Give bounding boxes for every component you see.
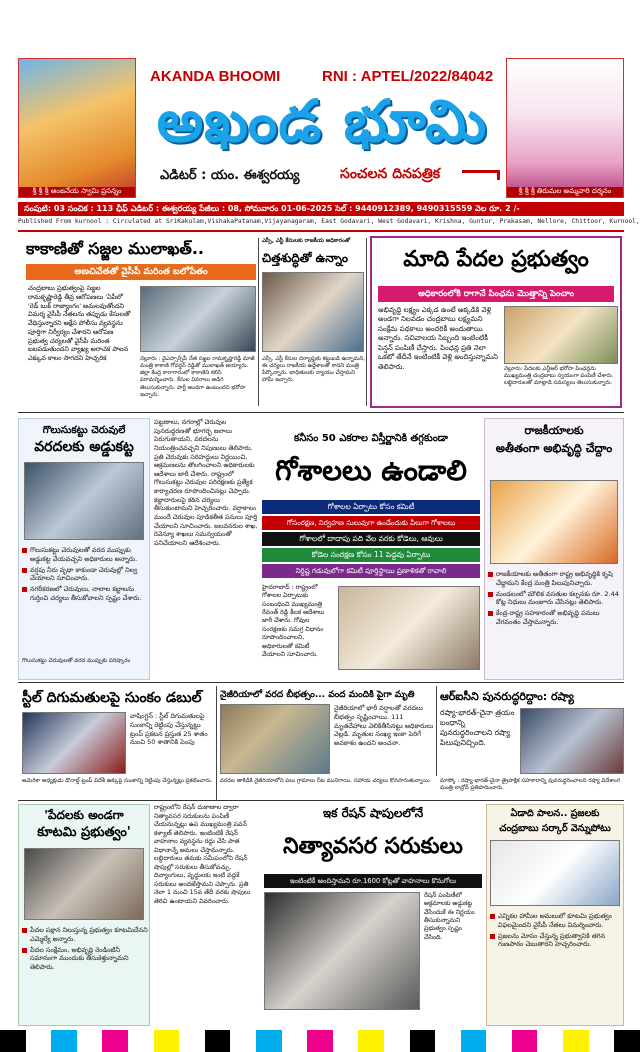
nigeria-caption: వరదల తాకిడికి నైజీరియాలోని పలు గ్రామాలు నీట మునిగాయి. సహాయ చర్యలు కొనసాగుతున్నాయి. bbox=[220, 778, 432, 784]
section-rule bbox=[18, 412, 624, 413]
left-picture-caption: శ్రీ శ్రీ శ్రీ ఆంజనేయ స్వామి ప్రసన్నం bbox=[19, 187, 135, 197]
pedalu-bullets bbox=[22, 926, 148, 974]
steel-caption: అమెరికా అధ్యక్షుడు డొనాల్డ్ ట్రంప్ విదేశీ ఉక్కుపై సుంకాన్ని రెట్టింపు చేస్తున్నట్లు ప్రకటించారు. bbox=[22, 778, 213, 784]
color-registration-strip bbox=[0, 1030, 640, 1052]
pedala-subhead: అధికారంలోకి రాగానే పింఛను మొత్తాన్ని పెంచాం bbox=[378, 286, 614, 302]
trump-photo bbox=[22, 712, 126, 774]
goshala-row-3: గోశాలలో దాదాపు పది వేల వరకు కోడెలు, ఆవులు bbox=[262, 532, 480, 546]
kakani-headline: కాకాణితో సజ్జల ములాఖత్.. bbox=[26, 239, 205, 258]
russia-body: రష్యా-భారత్-చైనా త్రయం బంధాన్ని పునరుద్ధరించాలని రష్యా పిలుపునిచ్చింది. bbox=[440, 708, 515, 748]
mla-photo bbox=[24, 848, 144, 920]
pedalu-bullet: పేదల పక్షాన నిలుస్తున్న ప్రభుత్వం కూటమిదేనని ఎమ్మెల్యే అన్నారు. bbox=[22, 926, 148, 944]
flood-photo bbox=[220, 704, 330, 774]
rajakeeya-bullet: కేంద్ర-రాష్ట్ర సహకారంతో అభివృద్ధి పనులు వేగవంతం చేస్తామన్నారు. bbox=[488, 609, 622, 627]
pedalu-bullet: పేదల సంక్షేమం, అభివృద్ధి రెండింటినీ సమానంగా ముందుకు తీసుకెళ్తున్నామని తెలిపారు. bbox=[22, 946, 148, 972]
column-divider bbox=[436, 686, 437, 776]
goshala-row-5: నిర్దిష్ట గడువులోగా కమిటీ పూర్తిస్థాయి ప్రణాళికతో రావాలి bbox=[262, 564, 480, 578]
right-picture-caption: శ్రీ శ్రీ శ్రీ తిరుమల అమ్మవారి దర్శనం bbox=[507, 187, 623, 197]
lavrov-photo bbox=[520, 708, 624, 774]
pedalu-headline: కూటమి ప్రభుత్వం' bbox=[37, 825, 131, 840]
bandi-sanjay-photo bbox=[490, 480, 618, 564]
varadalu-headline: వరదలకు అడ్డుకట్ట bbox=[34, 439, 134, 455]
rajakeeya-headline: అతీతంగా అభివృద్ధి చేద్దాం bbox=[495, 441, 613, 455]
section-rule bbox=[18, 682, 624, 683]
ration-headline: నిత్యావసర సరుకులు bbox=[283, 834, 463, 859]
english-title: AKANDA BHOOMI bbox=[150, 68, 281, 85]
chitta-caption: ఎస్సీ, ఎస్టీ కేసుల దర్యాప్తుకు కట్టుబడి ఉన్నామని, ఈ చర్యలు రాజకీయ ఉద్దేశాలతో కాదని మంత్రి పేర్కొన్నారు. బాధితులకు న్యాయం చేస్తామని హామీ ఇచ్చారు. bbox=[262, 356, 366, 384]
column-divider bbox=[366, 238, 367, 406]
rajakeeya-bullet: మండలంలో మౌలిక వసతుల కల్పనకు రూ. 2.44 కోట్ల నిధులు మంజూరు చేసినట్లు తెలిపారు. bbox=[488, 590, 622, 608]
pedala-caption: నెల్లూరు: పేదలకు ఎన్టీఆర్ భరోసా పింఛన్లను ముఖ్యమంత్రి చంద్రబాబు స్వయంగా పంపిణీ చేశారు. లబ్ధిదారులతో మాట్లాడి సమస్యలు తెలుసుకున్నారు. bbox=[504, 366, 614, 387]
goshala-row-2: గోసంరక్షణ, నిర్వహణ సులువుగా ఉండేందుకు వీలుగా గోశాలలు bbox=[262, 516, 480, 530]
masthead-rule bbox=[18, 230, 624, 232]
ration-side: రేషన్ పంపిణీలో అక్రమాలకు అడ్డుకట్ట వేసేందుకే ఈ నిర్ణయం తీసుకున్నామని ప్రభుత్వం స్పష్టం చేసింది. bbox=[424, 892, 475, 941]
russia-caption: మాస్కో : రష్యా-భారత్-చైనా త్రైపాక్షిక సహకారాన్ని పునరుద్ధరించాలని రష్యా విదేశాంగ మంత్రి లావ్రోవ్ ప్రతిపాదించారు. bbox=[440, 778, 620, 792]
pedalu-kicker: 'పేదలకు అండగా bbox=[44, 808, 124, 822]
section-rule bbox=[18, 800, 624, 801]
ration-kicker: ఇక రేషన్ షాపులలోనే bbox=[322, 806, 424, 820]
pawan-photo bbox=[264, 892, 420, 1010]
chitta-kicker: ఎస్సీ, ఎస్టీ కేసులకు రాజకీయ అధికారంతో bbox=[262, 238, 351, 244]
nigeria-body: నైజీరియాలో భారీ వర్షాలతో వరదలు బీభత్సం సృష్టించాయి. 111 మృతదేహాలు వెలికితీసినట్టు అధికారులు వెల్లడి. మృతుల సంఖ్య ఇంకా పెరిగే అవకాశం ఉందని అంచనా. bbox=[334, 704, 434, 748]
russia-headline: ఆర్ఐసీని పునరుద్ధరిద్దాం: రష్యా bbox=[440, 690, 574, 703]
telugu-title: అఖండ భూమి bbox=[156, 87, 488, 155]
ration-bar: ఇంటింటికీ అందిస్తామని రూ.1600 కోట్లతో వాహనాలు కొనుగోలు bbox=[264, 874, 482, 888]
goshala-row-4: కోడెల సంరక్షణ కోసం 11 పెద్దవు ఏర్పాటు bbox=[262, 548, 480, 562]
minister-photo bbox=[262, 272, 364, 352]
chandrababu-bullets bbox=[490, 912, 622, 951]
rajakeeya-bullets bbox=[488, 570, 622, 629]
kakani-subhead: అణచివేతతో వైసీపీ మరింత బలోపేతం bbox=[26, 264, 256, 280]
column-divider bbox=[258, 238, 259, 406]
kakani-caption: నెల్లూరు : వైఎస్సార్సీపీ నేత సజ్జల రామకృష్ణారెడ్డి మాజీ మంత్రి కాకాణి గోవర్ధన్ రెడ్డితో ములాఖత్ అయ్యారు. జిల్లా కేంద్ర కారాగారంలో కాకాణిని కలిసి పరామర్శించారు. కేసుల వివరాలు అడిగి తెలుసుకున్నారు. పార్టీ అండగా ఉంటుందని భరోసా ఇచ్చారు. bbox=[140, 356, 255, 398]
pedala-headline: మాది పేదల ప్రభుత్వం bbox=[403, 247, 589, 272]
varadalu-bullet: వర్షపు నీరు వృథా కాకుండా చెరువుల్లో నిల్వ చేయాలని సూచించారు. bbox=[22, 566, 148, 584]
varadalu-bullets bbox=[22, 546, 148, 605]
revanth-photo bbox=[338, 586, 480, 670]
hanuman-picture bbox=[18, 58, 136, 198]
rajakeeya-kicker: రాజకీయాలకు bbox=[524, 424, 584, 437]
rni-number: RNI : APTEL/2022/84042 bbox=[322, 68, 494, 85]
varadalu-foot: గొలుసుకట్టు చెరువులతో వరద ముప్పుకు పరిష్కారం bbox=[22, 658, 131, 664]
chandrababu-kicker: ఏడాది పాలన.. ప్రజలకు bbox=[510, 808, 600, 819]
chitta-headline: చిత్తశుద్ధితో ఉన్నాం bbox=[262, 251, 348, 265]
steel-headline: స్టీల్ దిగుమతులపై సుంకం డబుల్ bbox=[22, 690, 202, 706]
column-divider bbox=[216, 686, 217, 800]
nigeria-headline: నైజీరియాలో వరద బీభత్సం... వంద మందికి పైగా మృతి bbox=[220, 690, 415, 700]
goshala-headline: గోశాలలు ఉండాలి bbox=[275, 454, 467, 487]
sajjala-photo bbox=[140, 286, 256, 352]
goshala-body: హైదరాబాద్ : రాష్ట్రంలో గోశాలల ఏర్పాటుకు సంబంధించి ముఖ్యమంత్రి రేవంత్ రెడ్డి కీలక ఆదేశాలు జారీ చేశారు. గోవుల సంరక్షణకు సమగ్ర విధానం రూపొందించాలని, అధికారులతో కమిటీ వేయాలని సూచించారు. bbox=[262, 584, 325, 658]
chandrababu-headline: చంద్రబాబు సర్కార్ వెన్నుపోటు bbox=[499, 823, 611, 834]
tagline: సంచలన దినపత్రిక bbox=[340, 166, 441, 182]
goddess-picture bbox=[506, 58, 624, 198]
chandrababu-bullet: ప్రజలను మోసం చేస్తున్న ప్రభుత్వానికి తగిన గుణపాఠం చెబుతారని హెచ్చరించారు. bbox=[490, 932, 622, 950]
trident-icon bbox=[462, 170, 500, 180]
editor-line: ఎడిటర్ : యం. ఈశ్వరయ్య bbox=[160, 168, 300, 183]
varadalu-bullet: గొలుసుకట్టు చెరువులతో వరద ముప్పుకు అడ్డుకట్ట వేయవచ్చని అధికారులు అన్నారు. bbox=[22, 546, 148, 564]
rajakeeya-bullet: రాజకీయాలకు అతీతంగా రాష్ట్ర అభివృద్ధికి కృషి చేద్దామని కేంద్ర మంత్రి పిలుపునిచ్చారు. bbox=[488, 570, 622, 588]
kakani-body: చంద్రబాబు ప్రభుత్వంపై సజ్జల రామకృష్ణారెడ్డి తీవ్ర ఆరోపణలు 'ఏపీలో 'రెడ్ బుక్ రాజ్యాంగం' అమలవుతోందని విమర్శ వైసీపీ నేతలను తప్పుడు కేసులతో వేధిస్తున్నారని ఆక్షేప పోలీసు వ్యవస్థను పూర్తిగా నిర్వీర్యం చేశారని ఆరోపణ ప్రభుత్వ చర్యలతో వైసీపీ మరింత బలపడుతుందని వ్యాఖ్య అరాచక పాలన ఎక్కువ కాలం సాగదని హెచ్చరిక bbox=[28, 284, 131, 363]
chandrababu-bullet: ఎన్నికల హామీల అమలులో కూటమి ప్రభుత్వం విఫలమైందని వైసీపీ నేతలు విమర్శించారు. bbox=[490, 912, 622, 930]
pedala-body: అభివృద్ధి లక్ష్యం ఎక్కడ ఉంటే అక్కడికి వెళ్లి అండగా నిలవడం చంద్రబాబు లక్ష్యమని సంక్షేమ పథకాలు అందరికీ అందుతాయి అన్నారు. సచివాలయ సిబ్బంది ఇంటింటికీ పెన్షన్ పంపిణీ చేస్తారు. పింఛన్ల ప్రతి నెలా ఒకటో తేదీనే ఇంటింటికీ వెళ్లి అందిస్తున్నామని తెలిపారు. bbox=[378, 306, 498, 371]
issue-bar: సంపుటి: 03 సంచిక : 113 ఛీఫ్ ఎడిటర్ : ఈశ్వరయ్య పేజీలు : 08, సోమవారం 01-06-2025 సెల్ : 9440912389, 9490315559 వెల రూ. 2 /- bbox=[18, 202, 624, 216]
goshala-row-1: గోశాలల ఏర్పాటు కోసం కమిటీ bbox=[262, 500, 480, 514]
published-line: Published From kurnool : Circulated at SriKakulam,VishakaPatanam,Vijayanagaram, East Godavari, West Godavari, Krishna, Guntur, Prakasam, Nellore, Chittoor, Kurnool, bbox=[18, 218, 640, 225]
middle-column-text: పట్టణాలు, నగరాల్లో చెరువుల పునరుద్ధరణతో భూగర్భ జలాలు పెరుగుతాయని, వరదలను నియంత్రించవచ్చని నిపుణులు తెలిపారు. ప్రతి చెరువుకు సరిహద్దులు నిర్ణయించి, ఆక్రమణలను తొలగించాలని అధికారులకు ఆదేశాలు జారీ చేశారు. రాష్ట్రంలో గొలుసుకట్టు చెరువుల పరిరక్షణకు ప్రత్యేక కార్యాచరణ రూపొందించినట్లు చెప్పారు. కబ్జాదారులపై కఠిన చర్యలు తీసుకుంటామని హెచ్చరించారు. వర్షాకాలం ముందే చెరువుల పూడికతీత పనులు పూర్తి చేయాలని సూచించారు. జలవనరుల శాఖ, రెవెన్యూ శాఖలు సమన్వయంతో పనిచేయాలని ఆదేశించారు. bbox=[154, 418, 258, 547]
ysrcp-photo bbox=[490, 840, 620, 906]
officials-photo bbox=[24, 462, 144, 540]
goshala-kicker: కనీసం 50 ఎకరాల విస్తీర్ణానికి తగ్గకుండా bbox=[294, 433, 448, 444]
steel-body: వాషింగ్టన్ : స్టీల్ దిగుమతులపై సుంకాన్ని రెట్టింపు చేస్తున్నట్టు ట్రంప్ ప్రకటన ప్రస్తుత 25 శాతం నుంచి 50 శాతానికి పెంపు bbox=[130, 712, 208, 747]
ration-middle-text: రాష్ట్రంలోని రేషన్ దుకాణాల ద్వారా నిత్యావసర సరుకులను పంపిణీ చేయనున్నట్లు ఉప ముఖ్యమంత్రి పవన్ కళ్యాణ్ తెలిపారు. ఇంటింటికీ రేషన్ వాహనాల వ్యవస్థను రద్దు చేసి పాత విధానాన్నే అమలు చేస్తామన్నారు. లబ్ధిదారులు తమకు సమీపంలోని రేషన్ షాపుల్లో సరుకులు తీసుకోవచ్చు. దివ్యాంగులు, వృద్ధులకు ఇంటి వద్దకే సరుకులు అందజేస్తామని చెప్పారు. ప్రతి నెలా 1 నుంచి 15వ తేదీ వరకు షాపులు తెరిచి ఉంటాయని వివరించారు. bbox=[154, 804, 251, 905]
varadalu-bullet: నగరీకరణలో చెరువులు, నాలాల కబ్జాలను గుర్తించి చర్యలు తీసుకోవాలని స్పష్టం చేశారు. bbox=[22, 585, 148, 603]
chandrababu-photo bbox=[504, 306, 618, 364]
varadalu-kicker: గొలుసుకట్టు చెరువులే bbox=[42, 425, 126, 436]
